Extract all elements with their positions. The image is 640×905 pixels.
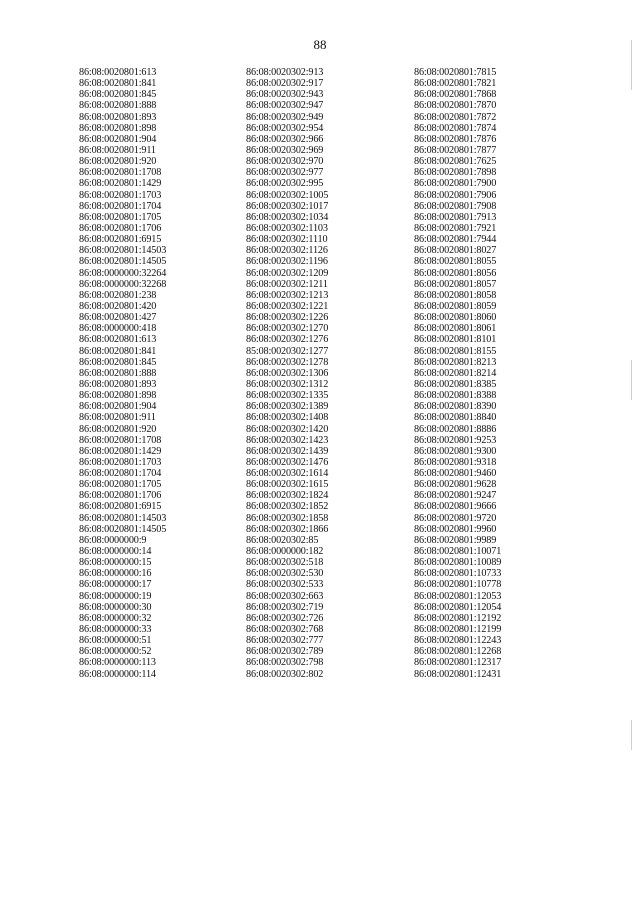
cadastral-number-entry: 86:08:0020801:6915 — [79, 501, 162, 513]
cadastral-number-entry: 86:08:0020801:12268 — [414, 646, 502, 658]
cadastral-number-entry: 86:08:0020302:1335 — [246, 390, 329, 402]
cadastral-number-entry: 86:08:0000000:17 — [79, 579, 152, 591]
cadastral-number-entry: 86:08:0020302:1270 — [246, 323, 329, 335]
cadastral-number-entry: 86:08:0020801:12192 — [414, 612, 502, 624]
cadastral-number-entry: 86:08:0000000:418 — [79, 323, 157, 335]
cadastral-number-entry: 86:08:0020801:8840 — [414, 412, 497, 424]
cadastral-number-entry: 86:08:0020801:1705 — [79, 211, 162, 223]
cadastral-number-entry: 86:08:0020801:841 — [79, 78, 157, 90]
cadastral-number-entry: 86:08:0020801:8385 — [414, 378, 497, 390]
cadastral-number-entry: 86:08:0020302:1278 — [246, 356, 329, 368]
cadastral-number-entry: 86:08:0020801:10733 — [414, 568, 502, 580]
cadastral-number-entry: 86:08:0020302:1209 — [246, 267, 329, 279]
cadastral-number-entry: 86:08:0020801:10778 — [414, 579, 502, 591]
cadastral-number-entry: 86:08:0020801:845 — [79, 89, 157, 101]
cadastral-number-entry: 86:08:0020801:841 — [79, 345, 157, 357]
cadastral-number-entry: 86:08:0020302:802 — [246, 668, 324, 680]
cadastral-number-entry: 86:08:0020302:1306 — [246, 367, 329, 379]
column-1 — [79, 67, 249, 680]
cadastral-number-entry: 86:08:0020302:1103 — [246, 222, 328, 234]
cadastral-number-entry: 86:08:0020801:8388 — [414, 390, 497, 402]
cadastral-number-entry: 86:08:0020801:8056 — [414, 267, 497, 279]
cadastral-number-entry: 86:08:0020801:12199 — [414, 624, 502, 636]
cadastral-number-entry: 86:08:0020302:1420 — [246, 423, 329, 435]
cadastral-number-entry: 86:08:0000000:182 — [246, 546, 324, 558]
cadastral-number-entry: 86:08:0020302:943 — [246, 89, 324, 101]
cadastral-number-entry: 86:08:0020801:7876 — [414, 133, 497, 145]
cadastral-number-entry: 86:08:0020801:14503 — [79, 512, 167, 524]
cadastral-number-entry: 86:08:0020801:7872 — [414, 111, 497, 123]
cadastral-number-entry: 86:08:0020801:8213 — [414, 356, 497, 368]
cadastral-number-entry: 86:08:0020801:8027 — [414, 245, 497, 257]
cadastral-number-entry: 86:08:0000000:114 — [79, 668, 156, 680]
cadastral-number-entry: 86:08:0020801:12431 — [414, 668, 502, 680]
cadastral-number-entry: 86:08:0020801:7921 — [414, 222, 497, 234]
cadastral-number-entry: 86:08:0020801:427 — [79, 312, 157, 324]
cadastral-number-entry: 86:08:0020801:920 — [79, 423, 157, 435]
cadastral-number-entry: 86:08:0020801:888 — [79, 100, 157, 112]
cadastral-number-entry: 86:08:0000000:15 — [79, 557, 152, 569]
cadastral-number-entry: 86:08:0000000:52 — [79, 646, 152, 658]
cadastral-number-entry: 86:08:0000000:30 — [79, 601, 152, 613]
cadastral-number-entry: 86:08:0020302:1196 — [246, 256, 328, 268]
cadastral-number-entry: 86:08:0020302:969 — [246, 144, 324, 156]
cadastral-number-entry: 86:08:0020801:12054 — [414, 601, 502, 613]
cadastral-number-entry: 86:08:0020302:1211 — [246, 278, 328, 290]
cadastral-number-entry: 86:08:0020801:893 — [79, 378, 157, 390]
column-3 — [414, 67, 584, 680]
cadastral-number-entry: 86:08:0020302:1423 — [246, 434, 329, 446]
cadastral-number-entry: 86:08:0000000:51 — [79, 635, 152, 647]
cadastral-number-entry: 86:08:0020801:8101 — [414, 334, 497, 346]
cadastral-number-entry: 86:08:0020801:9460 — [414, 468, 497, 480]
cadastral-number-entry: 86:08:0020801:1703 — [79, 189, 162, 201]
cadastral-number-entry: 86:08:0020302:533 — [246, 579, 324, 591]
cadastral-number-entry: 86:08:0020302:1866 — [246, 523, 329, 535]
cadastral-number-entry: 86:08:0020302:768 — [246, 624, 324, 636]
cadastral-number-entry: 86:08:0000000:19 — [79, 590, 152, 602]
cadastral-number-entry: 86:08:0020302:518 — [246, 557, 324, 569]
cadastral-number-entry: 86:08:0020801:238 — [79, 289, 157, 301]
cadastral-number-entry: 86:08:0020302:1017 — [246, 200, 329, 212]
cadastral-number-entry: 86:08:0020801:10089 — [414, 557, 502, 569]
cadastral-number-entry: 86:08:0020302:1312 — [246, 378, 329, 390]
cadastral-number-entry: 86:08:0020801:9960 — [414, 523, 497, 535]
cadastral-number-entry: 86:08:0020302:1110 — [246, 234, 328, 246]
cadastral-number-entry: 86:08:0020801:845 — [79, 356, 157, 368]
cadastral-number-entry: 86:08:0020302:913 — [246, 67, 324, 78]
cadastral-number-entry: 86:08:0020801:8061 — [414, 323, 497, 335]
cadastral-number-entry: 86:08:0020302:954 — [246, 122, 324, 134]
cadastral-number-entry: 86:08:0020801:14505 — [79, 256, 167, 268]
cadastral-number-entry: 86:08:0020801:12053 — [414, 590, 502, 602]
cadastral-number-entry: 86:08:0020302:1276 — [246, 334, 329, 346]
cadastral-number-columns — [79, 67, 619, 847]
cadastral-number-entry: 86:08:0000000:14 — [79, 546, 152, 558]
cadastral-number-entry: 86:08:0020801:893 — [79, 111, 157, 123]
cadastral-number-entry: 86:08:0000000:32268 — [79, 278, 167, 290]
cadastral-number-entry: 86:08:0020801:888 — [79, 367, 157, 379]
cadastral-number-entry: 86:08:0020801:7868 — [414, 89, 497, 101]
cadastral-number-entry: 86:08:0020302:949 — [246, 111, 324, 123]
cadastral-number-entry: 86:08:0020302:1476 — [246, 456, 329, 468]
cadastral-number-entry: 86:08:0020801:8155 — [414, 345, 497, 357]
cadastral-number-entry: 86:08:0020801:7625 — [414, 156, 497, 168]
cadastral-number-entry: 86:08:0000000:113 — [79, 657, 156, 669]
cadastral-number-entry: 86:08:0020302:789 — [246, 646, 324, 658]
cadastral-number-entry: 86:08:0020302:1221 — [246, 300, 329, 312]
cadastral-number-entry: 86:08:0020801:613 — [79, 334, 157, 346]
cadastral-number-entry: 86:08:0020302:1439 — [246, 445, 329, 457]
cadastral-number-entry: 86:08:0020302:1389 — [246, 401, 329, 413]
cadastral-number-entry: 86:08:0020801:8059 — [414, 300, 497, 312]
cadastral-number-entry: 86:08:0020801:8390 — [414, 401, 497, 413]
scan-edge-mark — [631, 40, 632, 90]
cadastral-number-entry: 86:08:0020801:10071 — [414, 546, 502, 558]
cadastral-number-entry: 86:08:0020801:613 — [79, 67, 157, 78]
cadastral-number-entry: 86:08:0020801:7906 — [414, 189, 497, 201]
cadastral-number-entry: 86:08:0020302:970 — [246, 156, 324, 168]
cadastral-number-entry: 86:08:0020302:917 — [246, 78, 324, 90]
cadastral-number-entry: 86:08:0020801:7821 — [414, 78, 497, 90]
cadastral-number-entry: 86:08:0020801:1429 — [79, 178, 162, 190]
cadastral-number-entry: 86:08:0020801:6915 — [79, 234, 162, 246]
cadastral-number-entry: 86:08:0020801:9666 — [414, 501, 497, 513]
cadastral-number-entry: 86:08:0020801:1704 — [79, 200, 162, 212]
cadastral-number-entry: 86:08:0020302:719 — [246, 601, 324, 613]
cadastral-number-entry: 86:08:0020801:1429 — [79, 445, 162, 457]
cadastral-number-entry: 86:08:0020801:9300 — [414, 445, 497, 457]
cadastral-number-entry: 86:08:0020801:14503 — [79, 245, 167, 257]
cadastral-number-entry: 86:08:0020801:1703 — [79, 456, 162, 468]
cadastral-number-entry: 86:08:0020302:1614 — [246, 468, 329, 480]
cadastral-number-entry: 86:08:0020801:898 — [79, 390, 157, 402]
cadastral-number-entry: 86:08:0020801:9628 — [414, 479, 497, 491]
cadastral-number-entry: 86:08:0020801:7874 — [414, 122, 497, 134]
cadastral-number-entry: 86:08:0020801:1705 — [79, 479, 162, 491]
cadastral-number-entry: 86:08:0020801:9720 — [414, 512, 497, 524]
cadastral-number-entry: 86:08:0020801:1706 — [79, 490, 162, 502]
cadastral-number-entry: 86:08:0000000:9 — [79, 534, 147, 546]
cadastral-number-entry: 86:08:0020302:85 — [246, 534, 319, 546]
cadastral-number-entry: 86:08:0020302:1213 — [246, 289, 329, 301]
cadastral-number-entry: 86:08:0020302:798 — [246, 657, 324, 669]
cadastral-number-entry: 86:08:0020302:1126 — [246, 245, 328, 257]
cadastral-number-entry: 86:08:0020801:420 — [79, 300, 157, 312]
cadastral-number-entry: 86:08:0000000:32264 — [79, 267, 167, 279]
cadastral-number-entry: 86:08:0000000:33 — [79, 624, 152, 636]
cadastral-number-entry: 86:08:0020302:1005 — [246, 189, 329, 201]
cadastral-number-entry: 86:08:0020801:8060 — [414, 312, 497, 324]
cadastral-number-entry: 86:08:0020801:12243 — [414, 635, 502, 647]
cadastral-number-entry: 86:08:0020302:947 — [246, 100, 324, 112]
cadastral-number-entry: 86:08:0020801:8057 — [414, 278, 497, 290]
cadastral-number-entry: 86:08:0020801:7870 — [414, 100, 497, 112]
cadastral-number-entry: 86:08:0020801:7944 — [414, 234, 497, 246]
cadastral-number-entry: 86:08:0020302:1824 — [246, 490, 329, 502]
cadastral-number-entry: 86:08:0020801:7913 — [414, 211, 497, 223]
cadastral-number-entry: 86:08:0020801:8058 — [414, 289, 497, 301]
cadastral-number-entry: 86:08:0020801:911 — [79, 412, 156, 424]
cadastral-number-entry: 86:08:0020801:9989 — [414, 534, 497, 546]
cadastral-number-entry: 86:08:0020801:7877 — [414, 144, 497, 156]
cadastral-number-entry: 86:08:0020302:1858 — [246, 512, 329, 524]
cadastral-number-entry: 86:08:0020801:14505 — [79, 523, 167, 535]
cadastral-number-entry: 86:08:0000000:32 — [79, 612, 152, 624]
cadastral-number-entry: 86:08:0020302:530 — [246, 568, 324, 580]
cadastral-number-entry: 86:08:0020801:8214 — [414, 367, 497, 379]
cadastral-number-entry: 86:08:0020801:7815 — [414, 67, 497, 78]
cadastral-number-entry: 86:08:0020302:1226 — [246, 312, 329, 324]
cadastral-number-entry: 86:08:0020801:9253 — [414, 434, 497, 446]
cadastral-number-entry: 85:08:0020302:1277 — [246, 345, 329, 357]
cadastral-number-entry: 86:08:0020801:911 — [79, 144, 156, 156]
cadastral-number-entry: 86:08:0020302:1034 — [246, 211, 329, 223]
cadastral-number-entry: 86:08:0020302:777 — [246, 635, 324, 647]
cadastral-number-entry: 86:08:0020801:1704 — [79, 468, 162, 480]
cadastral-number-entry: 86:08:0020801:1708 — [79, 434, 162, 446]
cadastral-number-entry: 86:08:0020302:995 — [246, 178, 324, 190]
cadastral-number-entry: 86:08:0020801:1708 — [79, 167, 162, 179]
cadastral-number-entry: 86:08:0020302:977 — [246, 167, 324, 179]
cadastral-number-entry: 86:08:0020801:8055 — [414, 256, 497, 268]
cadastral-number-entry: 86:08:0020302:663 — [246, 590, 324, 602]
scan-edge-mark — [631, 720, 632, 750]
cadastral-number-entry: 86:08:0020801:7908 — [414, 200, 497, 212]
cadastral-number-entry: 86:08:0020801:904 — [79, 133, 157, 145]
cadastral-number-entry: 86:08:0020801:898 — [79, 122, 157, 134]
cadastral-number-entry: 86:08:0020302:726 — [246, 612, 324, 624]
cadastral-number-entry: 86:08:0020801:8886 — [414, 423, 497, 435]
cadastral-number-entry: 86:08:0020302:1852 — [246, 501, 329, 513]
cadastral-number-entry: 86:08:0020302:966 — [246, 133, 324, 145]
cadastral-number-entry: 86:08:0000000:16 — [79, 568, 152, 580]
cadastral-number-entry: 86:08:0020801:1706 — [79, 222, 162, 234]
page-number: 88 — [313, 37, 327, 52]
column-2 — [246, 67, 416, 680]
cadastral-number-entry: 86:08:0020801:9247 — [414, 490, 497, 502]
cadastral-number-entry: 86:08:0020302:1615 — [246, 479, 329, 491]
scan-edge-mark — [631, 360, 632, 400]
cadastral-number-entry: 86:08:0020801:7900 — [414, 178, 497, 190]
cadastral-number-entry: 86:08:0020801:920 — [79, 156, 157, 168]
cadastral-number-entry: 86:08:0020302:1408 — [246, 412, 329, 424]
cadastral-number-entry: 86:08:0020801:904 — [79, 401, 157, 413]
cadastral-number-entry: 86:08:0020801:9318 — [414, 456, 497, 468]
cadastral-number-entry: 86:08:0020801:12317 — [414, 657, 502, 669]
cadastral-number-entry: 86:08:0020801:7898 — [414, 167, 497, 179]
